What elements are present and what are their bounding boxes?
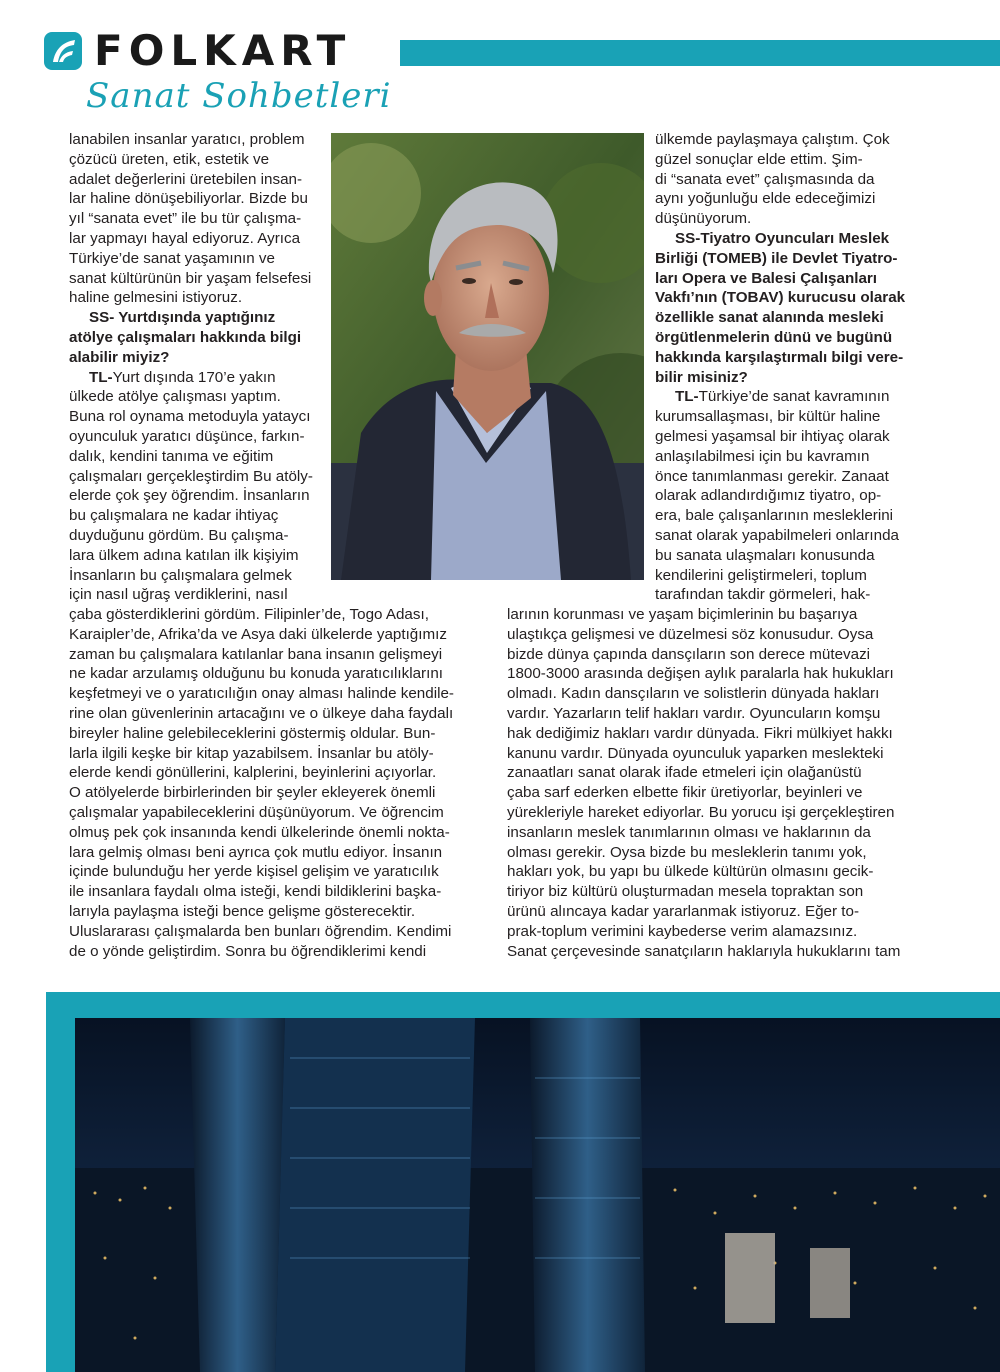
text-line: O atölyelerde birbirlerinden bir şeyler ekleyerek önemli bbox=[69, 784, 436, 802]
text-line-content: aynı yoğunluğu elde edeceğimizi bbox=[655, 190, 876, 208]
text-line bbox=[655, 585, 870, 605]
text-line bbox=[89, 368, 276, 388]
text-line bbox=[69, 130, 305, 150]
speaker-initials: TL- bbox=[675, 388, 699, 406]
text-line: hakları yok, bu yapı bu ülkede kültürün olmasını gecik- bbox=[507, 863, 874, 881]
text-line-content: ları Opera ve Balesi Çalışanları bbox=[655, 269, 878, 287]
text-line: keşfetmeyi ve o yaratıcılığın onay alması halinde kendile- bbox=[69, 685, 454, 703]
text-line bbox=[69, 189, 308, 209]
text-line: Karaipler’de, Afrika’da ve Asya daki ülkelerde yaptığımız bbox=[69, 625, 447, 643]
text-line: lara gelmiş olması beni ayrıca çok mutlu ediyor. İnsanın bbox=[69, 843, 443, 861]
text-line: elerde kendi gönüllerini, kalplerini, beyinlerini açıyorlar. bbox=[69, 764, 437, 782]
text-line-content: Türkiye’de sanat kavramının bbox=[698, 388, 890, 406]
text-line bbox=[69, 150, 269, 170]
text-line: bireyler haline gelebileceklerini göstermiş oldular. Bun- bbox=[69, 724, 436, 742]
portrait-photo bbox=[331, 133, 644, 580]
text-line-content: ülkede atölye çalışması yaptım. bbox=[69, 388, 281, 406]
text-line bbox=[655, 189, 875, 209]
text-line-content: ülkemde paylaşmaya çalıştım. Çok bbox=[655, 131, 890, 148]
text-line: tiriyor biz kültürü oluşturmadan mesela topraktan son bbox=[507, 883, 864, 901]
text-line bbox=[89, 308, 275, 328]
text-line: zaman bu çalışmalara katılanlar bana insanın gelişmeyi bbox=[69, 645, 443, 663]
text-line-content: Yurt dışında 170’e yakın bbox=[112, 368, 276, 386]
text-line: ulaştıkça gelişmesi ve düzelmesi söz konusudur. Oysa bbox=[507, 625, 874, 643]
text-line-content: sanat kültürünün bir yaşam felsefesi bbox=[69, 269, 312, 287]
text-line-content: SS- Yurtdışında yaptığınız bbox=[89, 309, 276, 327]
text-line: 1800-3000 arasında değişen aylık paralarla hak hukukları bbox=[507, 665, 894, 683]
text-line bbox=[655, 130, 890, 150]
text-line: kanunu vardır. Dünyada oyunculuk yaparken meslekteki bbox=[507, 744, 884, 762]
text-line bbox=[655, 407, 880, 427]
text-line bbox=[69, 407, 310, 427]
text-line bbox=[655, 249, 897, 269]
text-line bbox=[69, 229, 300, 249]
text-line: olmadı. Kadın dansçıların ve solistlerin dünyada hakları bbox=[507, 685, 880, 703]
text-line bbox=[655, 328, 892, 348]
text-line-content: yıl “sanata evet” ile bu tür çalışma- bbox=[69, 210, 302, 228]
text-line-content: hakkında karşılaştırmalı bilgi vere- bbox=[655, 348, 904, 366]
text-line-content: anlaşılabilmesi için bu kavramın bbox=[655, 447, 870, 465]
text-line bbox=[655, 427, 890, 447]
text-line-content: duyduğunu gördüm. Bu çalışma- bbox=[69, 527, 289, 544]
text-line: yürekleriyle hareket ediyorlar. Bu yorucu işi gerçekleştiren bbox=[507, 804, 895, 821]
header-accent-bar bbox=[400, 40, 1000, 66]
text-line: olması gerekir. Oysa bizde bu mesleklerin tanımı yok, bbox=[507, 843, 867, 861]
text-line-content: önce tanımlanması gerekir. Zanaat bbox=[655, 467, 889, 485]
text-line bbox=[69, 387, 281, 407]
text-line bbox=[69, 506, 278, 526]
text-line bbox=[69, 209, 301, 229]
city-night-photo bbox=[75, 1018, 1000, 1372]
text-line-content: lara ülkem adına katılan ilk kişiyim bbox=[69, 546, 299, 564]
text-line bbox=[655, 368, 748, 388]
text-line bbox=[655, 546, 875, 566]
text-line bbox=[69, 328, 301, 348]
text-line: ne kadar arzulamış olduğunu bu konuda yaratıcılıklarını bbox=[69, 665, 443, 683]
text-line bbox=[69, 348, 169, 368]
text-line bbox=[655, 150, 863, 170]
text-line bbox=[69, 526, 289, 546]
text-line bbox=[69, 288, 242, 308]
text-line bbox=[655, 288, 905, 308]
text-line-content: Buna rol oynama metoduyla yataycı bbox=[69, 408, 311, 426]
text-line bbox=[655, 467, 889, 487]
text-line bbox=[655, 269, 877, 289]
text-line bbox=[69, 486, 310, 506]
text-line: Sanat çerçevesinde sanatçıların haklarıyla hukuklarını tam bbox=[507, 942, 901, 960]
text-line: insanların meslek tanımlarının olması ve haklarının da bbox=[507, 823, 871, 841]
text-line: vardır. Yazarların telif hakları vardır. Oyuncuların komşu bbox=[507, 705, 881, 722]
text-line bbox=[69, 427, 305, 447]
section-title: Sanat Sohbetleri bbox=[86, 76, 392, 116]
text-line bbox=[655, 209, 751, 229]
text-line bbox=[655, 348, 903, 368]
text-line: olmuş pek çok insanında kendi ülkelerinde önemli nokta- bbox=[69, 823, 450, 841]
text-line-content: lanabilen insanlar yaratıcı, problem bbox=[69, 131, 305, 148]
text-line-content: güzel sonuçlar elde ettim. Şim- bbox=[655, 150, 863, 168]
text-line-content: tarafından takdir görmeleri, hak- bbox=[655, 586, 871, 604]
text-line: larıyla paylaşma isteği bence gelişme gösterecektir. bbox=[69, 903, 416, 920]
text-line bbox=[655, 308, 884, 328]
text-line-content: özellikle sanat alanında mesleki bbox=[655, 309, 884, 327]
text-line: içinde bulunduğu her yerde kişisel gelişim ve yaratıcılık bbox=[69, 863, 439, 881]
text-line-content: di “sanata evet” çalışmasında da bbox=[655, 170, 875, 188]
text-line bbox=[675, 387, 889, 407]
text-line-content: Birliği (TOMEB) ile Devlet Tiyatro- bbox=[655, 249, 898, 267]
text-line: de o yönde geliştirdim. Sonra bu öğrendiklerimi kendi bbox=[69, 942, 427, 960]
text-line-content: oyunculuk yaratıcı düşünce, farkın- bbox=[69, 428, 305, 445]
text-line-content: için nasıl uğraş verdiklerini, nasıl bbox=[69, 586, 288, 604]
text-line-content: kurumsallaşması, bir kültür haline bbox=[655, 408, 881, 426]
text-line bbox=[655, 170, 875, 190]
text-line bbox=[69, 467, 313, 487]
text-line bbox=[655, 486, 881, 506]
text-line bbox=[69, 249, 275, 269]
text-line: hak dediğimiz hakları vardır dünyada. Fikri mülkiyet hakkı bbox=[507, 724, 893, 742]
text-line-content: bu sanata ulaşmaları konusunda bbox=[655, 546, 875, 564]
text-line: çaba gösterdiklerini gördüm. Filipinler’de, Togo Adası, bbox=[69, 606, 429, 623]
speaker-initials: TL- bbox=[89, 368, 113, 386]
text-line-content: haline gelmesini istiyoruz. bbox=[69, 289, 243, 307]
text-line-content: dalık, kendini tanıma ve eğitim bbox=[69, 447, 274, 465]
text-line-content: örgütlenmelerin dünü ve bugünü bbox=[655, 329, 893, 346]
text-line-content: Vakfı’nın (TOBAV) kurucusu olarak bbox=[655, 289, 906, 307]
text-line-content: bu çalışmalara ne kadar ihtiyaç bbox=[69, 507, 279, 525]
text-line bbox=[655, 566, 867, 586]
text-line bbox=[69, 585, 288, 605]
text-line bbox=[675, 229, 889, 249]
text-line-content: adalet değerlerini üretebilen insan- bbox=[69, 170, 303, 188]
text-line: zanaatları sanat olarak ifade etmeleri için olağanüstü bbox=[507, 764, 862, 782]
text-line: ile insanlara faydalı olma isteği, kendi bildiklerini başka- bbox=[69, 883, 442, 901]
text-line: bizde dünya çapında dansçıların son derece mütevazi bbox=[507, 645, 871, 663]
text-line-content: İnsanların bu çalışmalara gelmek bbox=[69, 566, 292, 584]
folkart-logo-icon bbox=[44, 32, 82, 70]
text-line-content: bilir misiniz? bbox=[655, 368, 748, 386]
brand-title: FOLKART bbox=[94, 26, 352, 75]
text-line-content: atölye çalışmaları hakkında bilgi bbox=[69, 329, 302, 346]
text-line-content: gelmesi yaşamsal bir ihtiyaç olarak bbox=[655, 428, 890, 445]
text-line: larla ilgili keşke bir kitap yazabilsem. İnsanlar bu atöly- bbox=[69, 744, 434, 762]
text-line-content: sanat olarak yapabilmeleri onlarında bbox=[655, 527, 899, 544]
text-line: larının korunması ve yaşam biçimlerinin bu başarıya bbox=[507, 606, 858, 623]
text-line bbox=[655, 526, 899, 546]
text-line-content: çözücü üreten, etik, estetik ve bbox=[69, 150, 270, 168]
text-line: çalışmalar yapabileceklerini düşünüyorum. Ve öğrencim bbox=[69, 804, 444, 821]
text-line-content: lar haline dönüşebiliyorlar. Bizde bu bbox=[69, 190, 308, 208]
text-line: Uluslararası çalışmalarda ben bunları öğrendim. Kendimi bbox=[69, 922, 452, 940]
text-line bbox=[69, 447, 273, 467]
text-line-content: elerde çok şey öğrendim. İnsanların bbox=[69, 487, 310, 505]
text-line-content: olarak adlandırdığımız tiyatro, op- bbox=[655, 487, 882, 505]
text-line bbox=[69, 546, 299, 566]
text-line: ürünü alıncaya kadar yararlanmak istiyoruz. Eğer to- bbox=[507, 903, 860, 920]
text-line-content: lar yapmayı hayal ediyoruz. Ayrıca bbox=[69, 230, 301, 247]
text-line: prak-toplum verimini kaybederse verim alamazsınız. bbox=[507, 922, 858, 940]
text-line bbox=[69, 566, 292, 586]
text-line bbox=[655, 447, 869, 467]
text-line-content: çalışmaları gerçekleştirdim Bu atöly- bbox=[69, 467, 313, 485]
text-line: rine olan güvenlerinin artacağını ve o ülkeye daha faydalı bbox=[69, 705, 454, 722]
text-line-content: alabilir miyiz? bbox=[69, 348, 170, 366]
text-line-content: düşünüyorum. bbox=[655, 210, 752, 228]
text-line bbox=[69, 170, 302, 190]
text-line bbox=[69, 269, 311, 289]
text-line-content: kendilerini geliştirmeleri, toplum bbox=[655, 566, 867, 584]
text-line bbox=[655, 506, 893, 526]
text-line: çaba sarf ederken elbette fikir üretiyorlar, beyinleri ve bbox=[507, 784, 863, 802]
text-line-content: era, bale çalışanlarının mesleklerini bbox=[655, 507, 894, 525]
text-line-content: SS-Tiyatro Oyuncuları Meslek bbox=[675, 230, 890, 247]
text-line-content: Türkiye’de sanat yaşamının ve bbox=[69, 249, 275, 267]
